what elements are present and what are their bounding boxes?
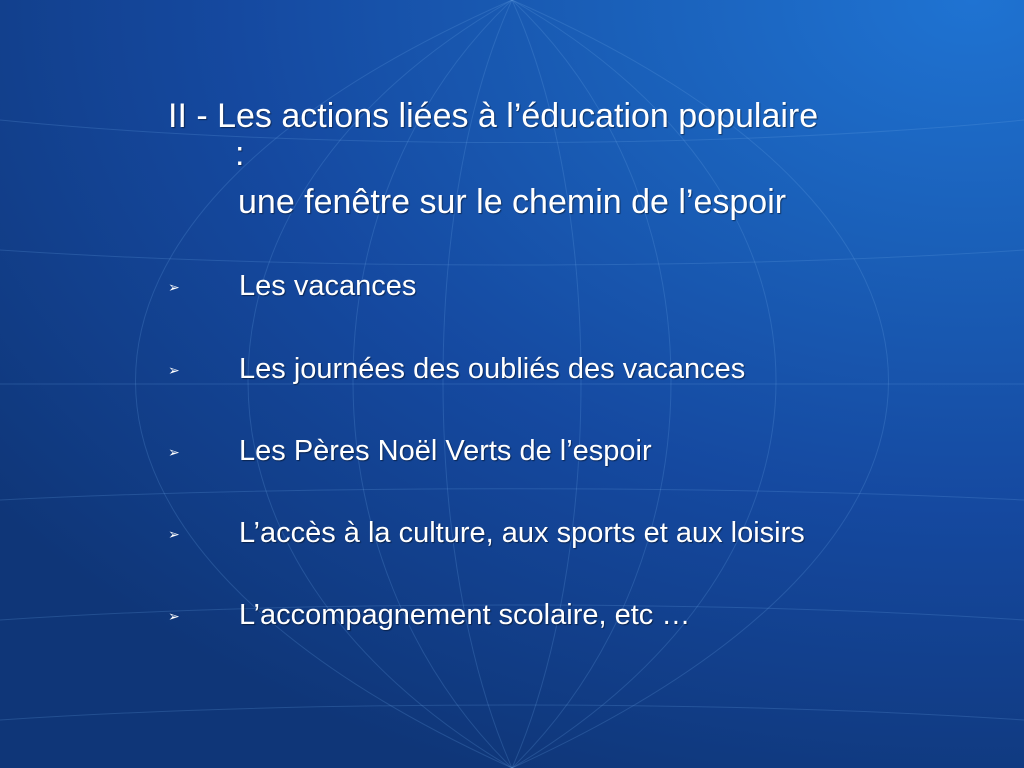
bullet-text: L’accompagnement scolaire, etc … xyxy=(239,599,691,631)
arrowhead-bullet-icon: ➢ xyxy=(168,279,180,295)
bullet-text: Les journées des oubliés des vacances xyxy=(239,353,746,385)
bullet-item xyxy=(168,597,968,637)
bullet-text: Les vacances xyxy=(239,270,417,302)
arrowhead-bullet-icon: ➢ xyxy=(168,526,180,542)
slide-subtitle: une fenêtre sur le chemin de l’espoir xyxy=(238,183,787,221)
bullet-item xyxy=(168,515,968,555)
bullet-item xyxy=(168,433,968,473)
bullet-text: L’accès à la culture, aux sports et aux loisirs xyxy=(239,517,805,549)
bullet-text: Les Pères Noël Verts de l’espoir xyxy=(239,435,652,467)
arrowhead-bullet-icon: ➢ xyxy=(168,444,180,460)
slide-title: II - Les actions liées à l’éducation populaire xyxy=(168,97,819,135)
bullet-item xyxy=(168,351,968,391)
arrowhead-bullet-icon: ➢ xyxy=(168,608,180,624)
arrowhead-bullet-icon: ➢ xyxy=(168,362,180,378)
bullet-item xyxy=(168,268,968,308)
slide-title-colon: : xyxy=(235,135,245,173)
